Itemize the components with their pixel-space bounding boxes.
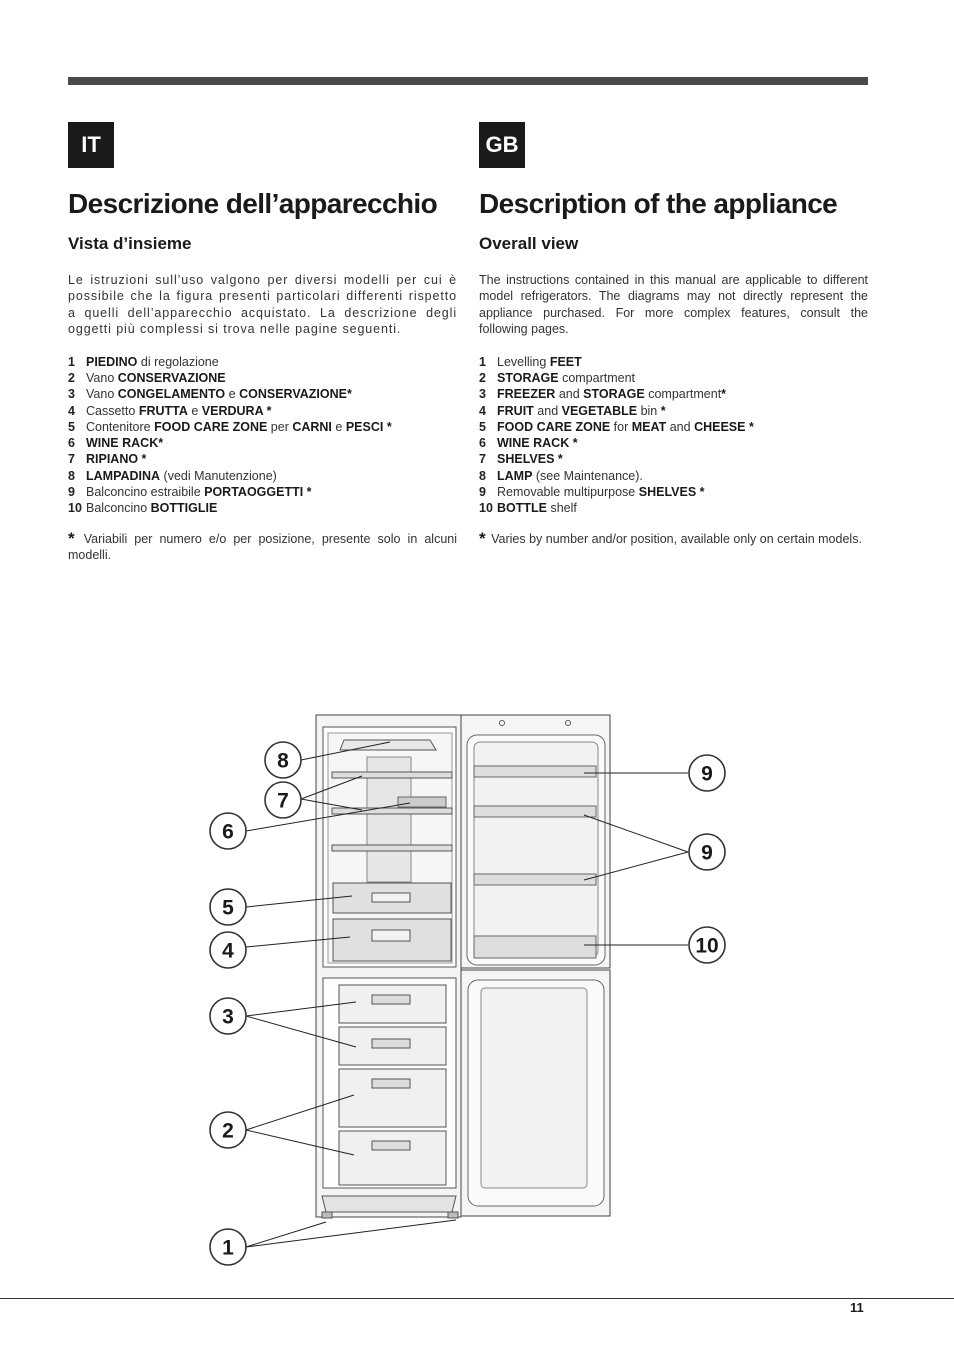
item-number: 10: [68, 501, 82, 516]
callout-number: 6: [222, 820, 234, 844]
item-number: 4: [68, 403, 75, 418]
item-keyword: CONSERVAZIONE*: [239, 387, 352, 402]
door-shelf: [474, 874, 596, 885]
wine-rack: [398, 797, 446, 807]
item-number: 9: [68, 485, 75, 499]
item-keyword: VEGETABLE: [561, 403, 638, 418]
item-keyword: BOTTLE: [497, 501, 547, 516]
item-descriptor: Vano: [86, 387, 118, 402]
footnote-star: *: [479, 528, 486, 548]
item-keyword: CONSERVAZIONE: [117, 370, 226, 385]
item-keyword: FOOD CARE ZONE: [154, 419, 268, 434]
item-descriptor: shelf: [547, 501, 577, 516]
item-keyword: FRUTTA: [138, 403, 188, 418]
bottle-shelf: [474, 936, 596, 958]
freezer-drawer: [339, 1131, 446, 1185]
item-number: 4: [479, 403, 486, 418]
callout-10: [689, 834, 725, 870]
language-flag-it: IT: [68, 122, 114, 168]
item-descriptor: (see Maintenance).: [532, 468, 643, 483]
door-shelf: [474, 766, 596, 777]
callout-number: 9: [701, 841, 713, 865]
item-keyword: SHELVES *: [638, 485, 705, 499]
item-keyword: WINE RACK*: [86, 436, 164, 451]
callout-number: 8: [277, 749, 289, 773]
item-descriptor: Vano: [86, 370, 118, 385]
item-number: 3: [479, 387, 486, 402]
item-keyword: FOOD CARE ZONE: [497, 419, 611, 434]
item-keyword: LAMP: [497, 468, 533, 483]
item-descriptor: (vedi Manutenzione): [160, 468, 277, 483]
item-number: 7: [68, 452, 75, 467]
callout-6: [210, 998, 246, 1034]
item-descriptor: and: [666, 419, 695, 434]
item-descriptor: and: [533, 403, 562, 418]
item-descriptor: Removable multipurpose: [497, 485, 639, 499]
section-heading-gb: Overall view: [479, 234, 579, 253]
item-keyword: CHEESE *: [694, 419, 754, 434]
callout-3: [210, 813, 246, 849]
item-number: 9: [479, 485, 486, 499]
footer-rule: [0, 1298, 954, 1299]
item-descriptor: e: [187, 403, 202, 418]
item-descriptor: compartment: [644, 387, 722, 402]
item-descriptor: di regolazione: [137, 354, 219, 369]
callout-number: 2: [222, 1119, 234, 1143]
item-keyword: PIEDINO: [86, 354, 138, 369]
item-number: 6: [479, 436, 486, 451]
item-descriptor: compartment: [558, 370, 636, 385]
item-number: 8: [479, 468, 486, 483]
item-keyword: CARNI: [292, 419, 332, 434]
item-descriptor: Levelling: [497, 354, 550, 369]
item-keyword: FREEZER: [497, 387, 556, 402]
callout-1: [265, 742, 301, 778]
item-keyword: STORAGE: [497, 370, 559, 385]
callout-number: 10: [695, 934, 719, 958]
item-number: 5: [68, 419, 75, 434]
item-descriptor: Cassetto: [86, 403, 139, 418]
callout-9: [689, 755, 725, 791]
callout-11: [689, 927, 725, 963]
door-shelf: [474, 806, 596, 817]
item-number: 10: [479, 501, 493, 516]
item-keyword: SHELVES *: [497, 452, 563, 467]
item-number: 7: [479, 452, 486, 467]
item-number: 1: [479, 354, 486, 369]
section-heading-it: Vista d’insieme: [68, 234, 192, 253]
item-number: 2: [68, 370, 75, 385]
intro-text-gb: The instructions contained in this manual are applicable to different model refrigerators. The diagrams may not directly represent the appliance purchased. For more complex features, consult the following pages.: [479, 273, 868, 337]
item-descriptor: and: [555, 387, 584, 402]
item-descriptor: bin: [637, 403, 661, 418]
callout-4: [210, 889, 246, 925]
item-descriptor: Contenitore: [86, 419, 155, 434]
item-descriptor: e: [331, 419, 346, 434]
footnote-text: Variabili per numero e/o per posizione, presente solo in alcuni modelli.: [68, 531, 457, 562]
item-keyword: LAMPADINA: [86, 468, 161, 483]
callout-number: 5: [222, 896, 234, 920]
item-keyword: VERDURA *: [201, 403, 272, 418]
callout-8: [210, 1229, 246, 1265]
item-descriptor: e: [225, 387, 240, 402]
item-keyword: PESCI *: [345, 419, 392, 434]
page-title-gb: Description of the appliance: [479, 188, 838, 219]
item-keyword: FEET: [549, 354, 582, 369]
callout-7: [210, 1112, 246, 1148]
item-keyword: STORAGE: [583, 387, 645, 402]
item-keyword: RIPIANO *: [86, 452, 147, 467]
item-number: 2: [479, 370, 486, 385]
page-title-it: Descrizione dell’apparecchio: [68, 188, 438, 219]
callout-2: [265, 782, 301, 818]
callout-number: 9: [701, 762, 713, 786]
freezer-drawer: [339, 1069, 446, 1127]
item-descriptor: for: [610, 419, 632, 434]
item-keyword: *: [660, 403, 666, 418]
item-number: 6: [68, 436, 75, 451]
page-number: 11: [850, 1300, 864, 1315]
item-keyword: FRUIT: [497, 403, 534, 418]
footnote-text: Varies by number and/or position, available only on certain models.: [491, 531, 862, 546]
shelf: [332, 772, 452, 778]
item-descriptor: per: [267, 419, 293, 434]
item-number: 5: [479, 419, 486, 434]
callout-number: 7: [277, 789, 289, 813]
intro-text-it: Le istruzioni sull’uso valgono per diversi modelli per cui è possibile che la figura presenti particolari differenti rispetto a quelli dell’apparecchio acquistato. La descrizione degli oggetti più complessi si trova nelle pagine seguenti.: [68, 273, 457, 337]
lamp-housing: [340, 740, 436, 750]
item-keyword: MEAT: [631, 419, 667, 434]
item-descriptor: Balconcino estraibile: [86, 485, 205, 499]
footnote-star: *: [68, 528, 75, 548]
item-keyword: WINE RACK *: [497, 436, 578, 451]
callout-5: [210, 932, 246, 968]
item-keyword: PORTAOGGETTI *: [204, 485, 312, 499]
foot: [448, 1212, 458, 1218]
item-number: 1: [68, 354, 75, 369]
base-plinth: [322, 1196, 456, 1212]
shelf: [332, 845, 452, 851]
foot: [322, 1212, 332, 1218]
callout-number: 1: [222, 1236, 234, 1260]
callout-number: 3: [222, 1005, 234, 1029]
item-keyword: *: [721, 387, 727, 402]
language-flag-gb: GB: [479, 122, 525, 168]
item-keyword: BOTTIGLIE: [150, 501, 218, 516]
item-descriptor: Balconcino: [86, 501, 151, 516]
item-number: 8: [68, 468, 75, 483]
callout-number: 4: [222, 939, 234, 963]
item-number: 3: [68, 387, 75, 402]
item-keyword: CONGELAMENTO: [117, 387, 226, 402]
